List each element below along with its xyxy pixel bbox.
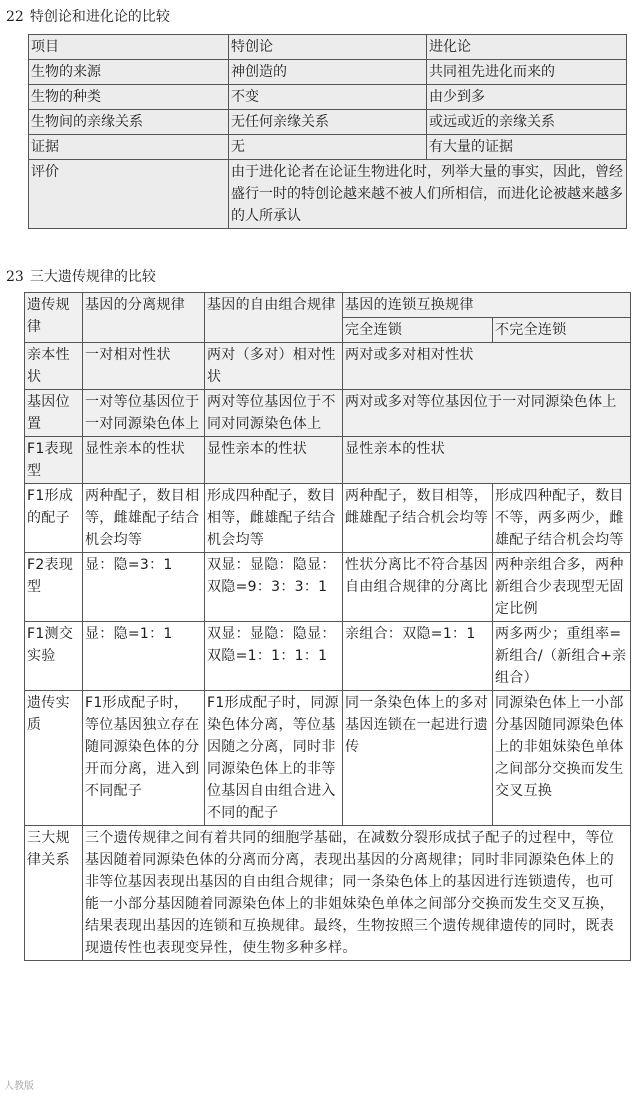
table-row xyxy=(29,110,627,135)
creationism-vs-evolution-table xyxy=(28,34,627,229)
table-cell: 无任何亲缘关系 xyxy=(229,110,427,135)
table-cell: 共同祖先进化而来的 xyxy=(427,60,627,85)
table-header-row xyxy=(29,35,627,60)
header-cell: 基因的连锁互换规律 xyxy=(343,293,631,318)
table-cell: 显性亲本的性状 xyxy=(205,437,343,484)
subheader-cell: 完全连锁 xyxy=(343,318,493,343)
table-cell: 双显：显隐：隐显：双隐=1：1：1：1 xyxy=(205,622,343,691)
genetic-laws-table xyxy=(24,292,631,961)
evaluation-text: 由于进化论者在论证生物进化时，列举大量的事实，因此，曾经盛行一时的特创论越来越不被人们所相信，而进化论被越来越多的人所承认 xyxy=(229,160,627,229)
section-22-title xyxy=(6,8,170,26)
table-cell: 一对等位基因位于一对同源染色体上 xyxy=(83,390,205,437)
row-label: 证据 xyxy=(29,135,229,160)
table-row xyxy=(29,135,627,160)
table-cell: 亲组合：双隐=1：1 xyxy=(343,622,493,691)
table-cell: 显性亲本的性状 xyxy=(83,437,205,484)
table-cell: 一对相对性状 xyxy=(83,343,205,390)
watermark: 人教版 xyxy=(4,1081,34,1092)
table-cell: 无 xyxy=(229,135,427,160)
row-label: F2表现型 xyxy=(25,553,83,622)
table-row xyxy=(25,691,631,826)
table-cell: 双显：显隐：隐显：双隐=9：3：3：1 xyxy=(205,553,343,622)
table-row xyxy=(25,826,631,961)
subheader-cell: 不完全连锁 xyxy=(493,318,631,343)
table-cell: 两对（多对）相对性状 xyxy=(205,343,343,390)
row-label: 生物的来源 xyxy=(29,60,229,85)
row-label: F1测交实验 xyxy=(25,622,83,691)
table-row xyxy=(29,85,627,110)
table-cell: 两对等位基因位于不同对同源染色体上 xyxy=(205,390,343,437)
table-cell: 显性亲本的性状 xyxy=(343,437,631,484)
header-cell: 特创论 xyxy=(229,35,427,60)
row-label: 生物间的亲缘关系 xyxy=(29,110,229,135)
header-cell: 项目 xyxy=(29,35,229,60)
row-label: 遗传实质 xyxy=(25,691,83,826)
table-row xyxy=(25,622,631,691)
table-cell: 两种配子，数目相等，雌雄配子结合机会均等 xyxy=(343,484,493,553)
table-cell: 两种配子，数目相等，雌雄配子结合机会均等 xyxy=(83,484,205,553)
table-cell: 两多两少；重组率=新组合/（新组合+亲组合） xyxy=(493,622,631,691)
table-cell: 由少到多 xyxy=(427,85,627,110)
table-cell: 两种亲组合多，两种新组合少表现型无固定比例 xyxy=(493,553,631,622)
row-label: F1形成的配子 xyxy=(25,484,83,553)
table-row xyxy=(25,437,631,484)
header-cell: 基因的分离规律 xyxy=(83,293,205,343)
table-cell: 不变 xyxy=(229,85,427,110)
table-row xyxy=(29,160,627,229)
table-cell: 两对或多对等位基因位于一对同源染色体上 xyxy=(343,390,631,437)
table-row xyxy=(25,553,631,622)
row-label: 基因位置 xyxy=(25,390,83,437)
table-cell: 显：隐=1：1 xyxy=(83,622,205,691)
table-cell: 形成四种配子，数目不等，两多两少，雌雄配子结合机会均等 xyxy=(493,484,631,553)
table-cell: 有大量的证据 xyxy=(427,135,627,160)
table-row xyxy=(25,484,631,553)
section-23-title xyxy=(6,268,156,286)
row-label: 亲本性状 xyxy=(25,343,83,390)
table-cell: F1形成配子时，同源染色体分离，等位基因随之分离，同时非同源染色体上的非等位基因自由组合进入不同的配子 xyxy=(205,691,343,826)
section-number: 22 xyxy=(6,9,24,25)
table-cell: 两对或多对相对性状 xyxy=(343,343,631,390)
table-cell: 同源染色体上一小部分基因随同源染色体上的非姐妹染色单体之间部分交换而发生交叉互换 xyxy=(493,691,631,826)
header-cell: 进化论 xyxy=(427,35,627,60)
row-label: F1表现型 xyxy=(25,437,83,484)
header-cell: 基因的自由组合规律 xyxy=(205,293,343,343)
section-title-text: 三大遗传规律的比较 xyxy=(29,269,156,285)
section-number: 23 xyxy=(6,269,24,285)
table-row xyxy=(25,390,631,437)
relation-text: 三个遗传规律之间有着共同的细胞学基础，在减数分裂形成拭子配子的过程中，等位基因随着同源染色体的分离而分离，表现出基因的分离规律；同时非同源染色体上的非等位基因表现出基因的自由组合规律；同一条染色体上的基因进行连锁遗传，也可能一小部分基因随着同源染色体上的非姐妹染色单体之间部分交换而发生交叉互换，结果表现出基因的连锁和互换规律。最终，生物按照三个遗传规律遗传的同时，既表现遗传性也表现变异性，使生物多种多样。 xyxy=(83,826,631,961)
table-cell: 神创造的 xyxy=(229,60,427,85)
row-label: 三大规律关系 xyxy=(25,826,83,961)
table-row xyxy=(29,60,627,85)
row-label: 生物的种类 xyxy=(29,85,229,110)
table-row xyxy=(25,343,631,390)
table-cell: 显：隐=3：1 xyxy=(83,553,205,622)
row-label: 评价 xyxy=(29,160,229,229)
row-label: 遗传规律 xyxy=(25,293,83,343)
table-header-row xyxy=(25,293,631,318)
table-cell: 形成四种配子，数目相等，雌雄配子结合机会均等 xyxy=(205,484,343,553)
table-cell: 同一条染色体上的多对基因连锁在一起进行遗传 xyxy=(343,691,493,826)
table-cell: 或远或近的亲缘关系 xyxy=(427,110,627,135)
table-cell: F1形成配子时，等位基因独立存在随同源染色体的分开而分离，进入到不同配子 xyxy=(83,691,205,826)
section-title-text: 特创论和进化论的比较 xyxy=(29,9,170,25)
table-cell: 性状分离比不符合基因自由组合规律的分离比 xyxy=(343,553,493,622)
